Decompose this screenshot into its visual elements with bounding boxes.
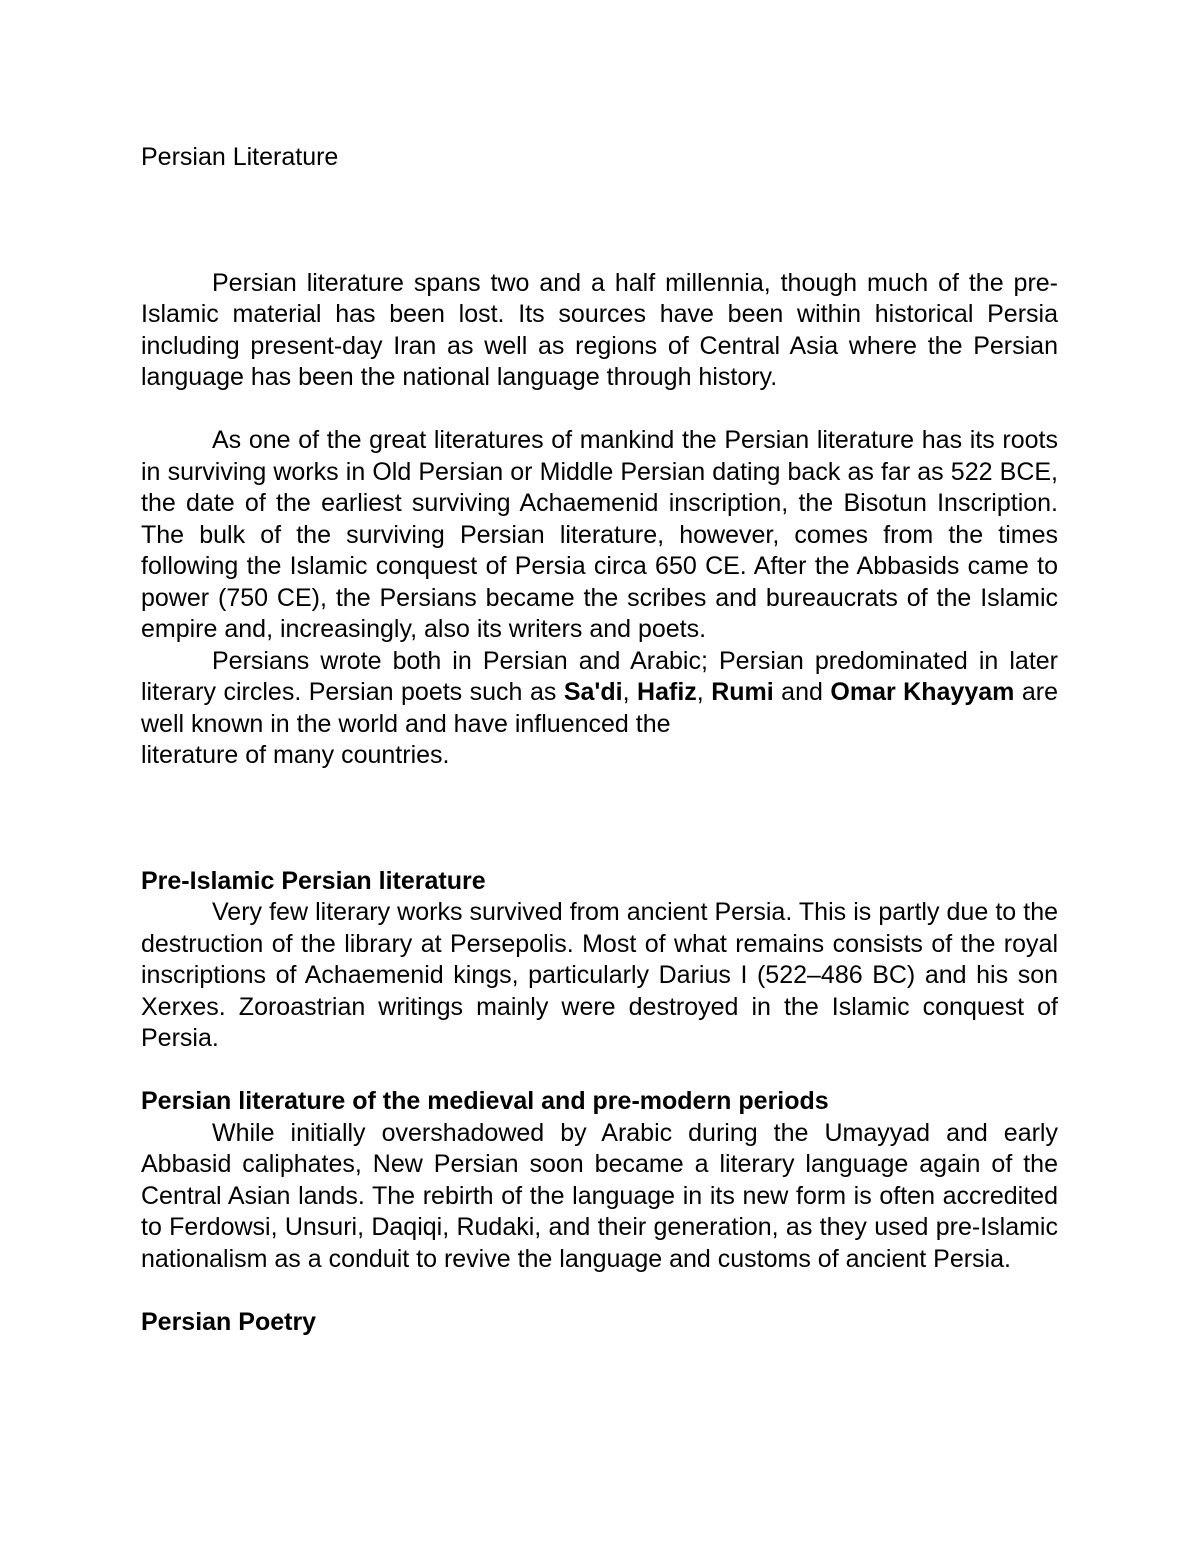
section-heading-persian-poetry: Persian Poetry	[141, 1307, 317, 1336]
intro-paragraph-3-end: literature of many countries.	[141, 741, 450, 769]
section-body-medieval: While initially overshadowed by Arabic during the Umayyad and early Abbasid caliphates, New Persian soon became a literary language again of the Central Asian lands. The rebirth of the language in its new form is often accredited to Ferdowsi, Unsuri, Daqiqi, Rudaki, and their generation, as they used pre-Islamic nationalism as a conduit to revive the language and customs of ancient Persia.	[141, 1118, 1058, 1273]
intro-paragraph-3-line3: are well known in the world and have influenced the	[141, 678, 1058, 738]
poet-hafiz: Hafiz	[637, 678, 697, 706]
poet-separator: ,	[696, 678, 712, 706]
intro-paragraph-3-text: Persians wrote both in Persian and Arabic; Persian predominated in later literary circles. Persian poets such as	[141, 646, 1058, 706]
intro-paragraph-1: Persian literature spans two and a half millennia, though much of the pre-Islamic material has been lost. Its sources have been within historical Persia including present-day Iran as well as regions of Central Asia where the Persian language has been the national language through history.	[141, 268, 1058, 391]
poet-separator: and	[773, 678, 831, 706]
section-body-pre-islamic: Very few literary works survived from ancient Persia. This is partly due to the destruction of the library at Persepolis. Most of what remains consists of the royal inscriptions of Achaemenid kings, particularly Darius I (522–486 BC) and his son Xerxes. Zoroastrian writings mainly were destroyed in the Islamic conquest of Persia.	[141, 898, 1058, 1052]
section-heading-pre-islamic: Pre-Islamic Persian literature	[141, 866, 486, 895]
poet-sadi: Sa'di	[563, 678, 623, 706]
document-page	[141, 142, 1058, 1338]
poet-omar-khayyam: Omar Khayyam	[830, 678, 1015, 706]
intro-paragraph-3	[141, 646, 1058, 741]
intro-paragraph-2: As one of the great literatures of mankind the Persian literature has its roots in surviving works in Old Persian or Middle Persian dating back as far as 522 BCE, the date of the earliest surviving Achaemenid inscription, the Bisotun Inscription. The bulk of the surviving Persian literature, however, comes from the times following the Islamic conquest of Persia circa 650 CE. After the Abbasids came to power (750 CE), the Persians became the scribes and bureaucrats of the Islamic empire and, increasingly, also its writers and poets.	[141, 426, 1058, 643]
document-title: Persian Literature	[141, 143, 339, 171]
section-heading-medieval: Persian literature of the medieval and pre-modern periods	[141, 1087, 829, 1115]
poet-rumi: Rumi	[711, 678, 774, 706]
poet-separator: ,	[622, 678, 638, 706]
